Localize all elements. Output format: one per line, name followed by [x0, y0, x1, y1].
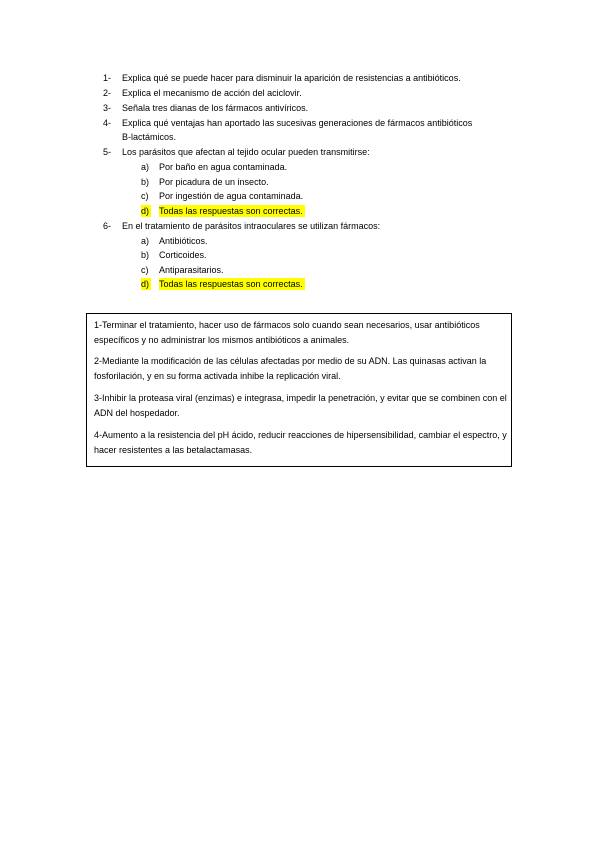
answer-3: 3-Inhibir la proteasa viral (enzimas) e integrasa, impedir la penetración, y evitar que se combinen con el ADN del hospedador.: [94, 393, 507, 418]
question-text: Los parásitos que afectan al tejido ocular pueden transmitirse:: [122, 147, 370, 157]
highlighted-option-text: Todas las respuestas son correctas.: [159, 279, 303, 289]
option-text: Por picadura de un insecto.: [159, 177, 269, 187]
question-number: 2-: [103, 88, 112, 98]
question-text: B-lactámicos.: [122, 132, 177, 142]
question-number: 5-: [103, 147, 112, 157]
option-letter: a): [141, 162, 150, 172]
answer-4: 4-Aumento a la resistencia del pH ácido, reducir reacciones de hipersensibilidad, cambiar el espectro, y hacer resistentes a las betalactamasas.: [94, 430, 507, 455]
option-letter: a): [141, 236, 150, 246]
option-text: Por ingestión de agua contaminada.: [159, 191, 304, 201]
answer-1: 1-Terminar el tratamiento, hacer uso de fármacos solo cuando sean necesarios, usar antibióticos específicos y no administrar los mismos antibióticos a animales.: [94, 320, 480, 345]
option-letter: c): [141, 191, 149, 201]
option-letter: b): [141, 177, 150, 187]
answers-box: [86, 313, 512, 467]
question-text: Señala tres dianas de los fármacos antivíricos.: [122, 103, 309, 113]
question-number: 6-: [103, 221, 112, 231]
question-text: En el tratamiento de parásitos intraoculares se utilizan fármacos:: [122, 221, 381, 231]
highlighted-option-text: Todas las respuestas son correctas.: [159, 206, 303, 216]
option-letter: d): [141, 279, 150, 289]
question-text: Explica el mecanismo de acción del aciclovir.: [122, 88, 302, 98]
question-text: Explica qué ventajas han aportado las sucesivas generaciones de fármacos antibióticos: [122, 118, 473, 128]
option-letter: c): [141, 265, 149, 275]
answer-2: 2-Mediante la modificación de las células afectadas por medio de su ADN. Las quinasas activan la fosforilación, y en su forma activada inhibe la replicación viral.: [94, 356, 487, 381]
question-number: 3-: [103, 103, 112, 113]
option-text: Antiparasitarios.: [159, 265, 224, 275]
option-text: Antibióticos.: [159, 236, 208, 246]
option-text: Corticoides.: [159, 250, 207, 260]
option-letter: d): [141, 206, 150, 216]
question-number: 4-: [103, 118, 112, 128]
question-text: Explica qué se puede hacer para disminuir la aparición de resistencias a antibióticos.: [122, 73, 461, 83]
question-number: 1-: [103, 73, 112, 83]
option-text: Por baño en agua contaminada.: [159, 162, 288, 172]
option-letter: b): [141, 250, 150, 260]
